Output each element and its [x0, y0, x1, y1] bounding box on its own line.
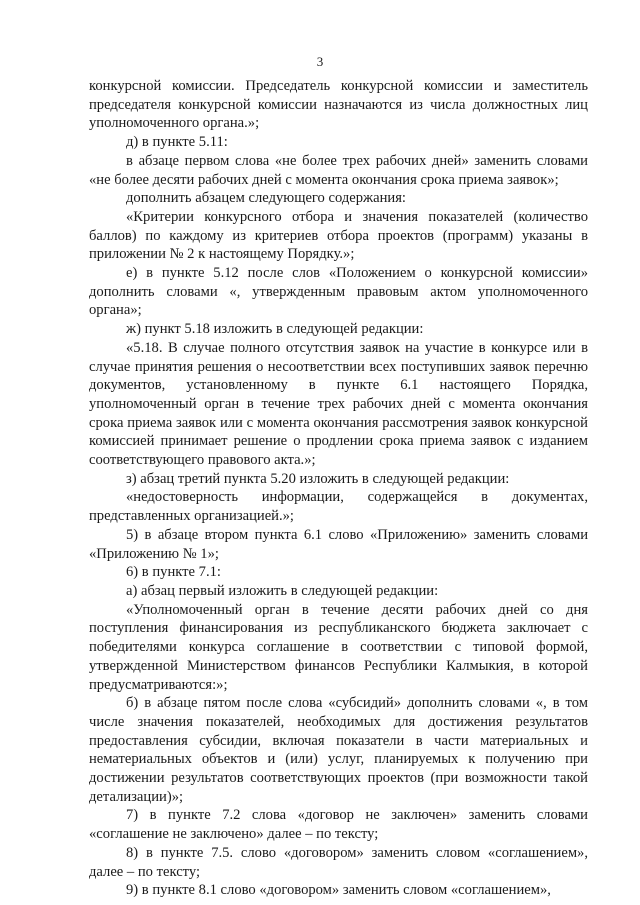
- paragraph: е) в пункте 5.12 после слов «Положением о конкурсной комиссии» дополнить словами «, утвержденным правовым актом уполномоченного органа»;: [89, 265, 588, 319]
- paragraph: 8) в пункте 7.5. слово «договором» заменить словом «соглашением», далее – по тексту;: [89, 844, 588, 880]
- paragraph: конкурсной комиссии. Председатель конкурсной комиссии и заместитель председателя конкурсной комиссии назначаются из числа должностных лиц уполномоченного органа.»;: [89, 78, 588, 132]
- paragraph: 6) в пункте 7.1:: [126, 564, 221, 581]
- paragraph: дополнить абзацем следующего содержания:: [126, 190, 406, 207]
- paragraph: в абзаце первом слова «не более трех рабочих дней» заменить словами «не более десяти рабочих дней с момента окончания срока приема заявок»;: [89, 152, 588, 188]
- paragraph: 5) в абзаце втором пункта 6.1 слово «Приложению» заменить словами «Приложению № 1»;: [89, 526, 588, 562]
- paragraph: д) в пункте 5.11:: [126, 134, 228, 151]
- paragraph: б) в абзаце пятом после слова «субсидий» дополнить словами «, в том числе значения показателей, необходимых для достижения результатов предоставления субсидии, включая показатели в части материальных и нематериальных объектов и (или) услуг, планируемых к получению при достижении результатов соответствующих проектов (при возможности такой детализации)»;: [89, 695, 588, 805]
- page-number: 3: [316, 54, 324, 69]
- paragraph: «недостоверность информации, содержащейся в документах, представленных организацией.»;: [89, 489, 588, 525]
- paragraph: «5.18. В случае полного отсутствия заявок на участие в конкурсе или в случае принятия решения о несоответствии всех поступивших заявок перечню документов, установленному в пункте 6.1 настоящего Порядка, уполномоченный орган в течение трех рабочих дней с момента окончания срока приема заявок или с момента окончания рассмотрения заявок конкурсной комиссией принимает решение о продлении срока приема заявок с изданием соответствующего правового акта.»;: [89, 339, 588, 469]
- paragraph: ж) пункт 5.18 изложить в следующей редакции:: [126, 321, 424, 338]
- paragraph: 9) в пункте 8.1 слово «договором» заменить словом «соглашением»,: [126, 882, 551, 899]
- paragraph: а) абзац первый изложить в следующей редакции:: [126, 582, 439, 599]
- document-body: [89, 77, 588, 900]
- paragraph: з) абзац третий пункта 5.20 изложить в следующей редакции:: [126, 470, 510, 487]
- paragraph: 7) в пункте 7.2 слова «договор не заключен» заменить словами «соглашение не заключено» далее – по тексту;: [89, 807, 588, 843]
- paragraph: «Критерии конкурсного отбора и значения показателей (количество баллов) по каждому из критериев отбора проектов (программ) указаны в приложении № 2 к настоящему Порядку.»;: [89, 208, 588, 263]
- paragraph: «Уполномоченный орган в течение десяти рабочих дней со дня поступления финансирования из республиканского бюджета заключает с победителями конкурса соглашение в соответствии с типовой формой, утвержденной Министерством финансов Республики Калмыкия, в которой предусматриваются:»;: [89, 601, 588, 693]
